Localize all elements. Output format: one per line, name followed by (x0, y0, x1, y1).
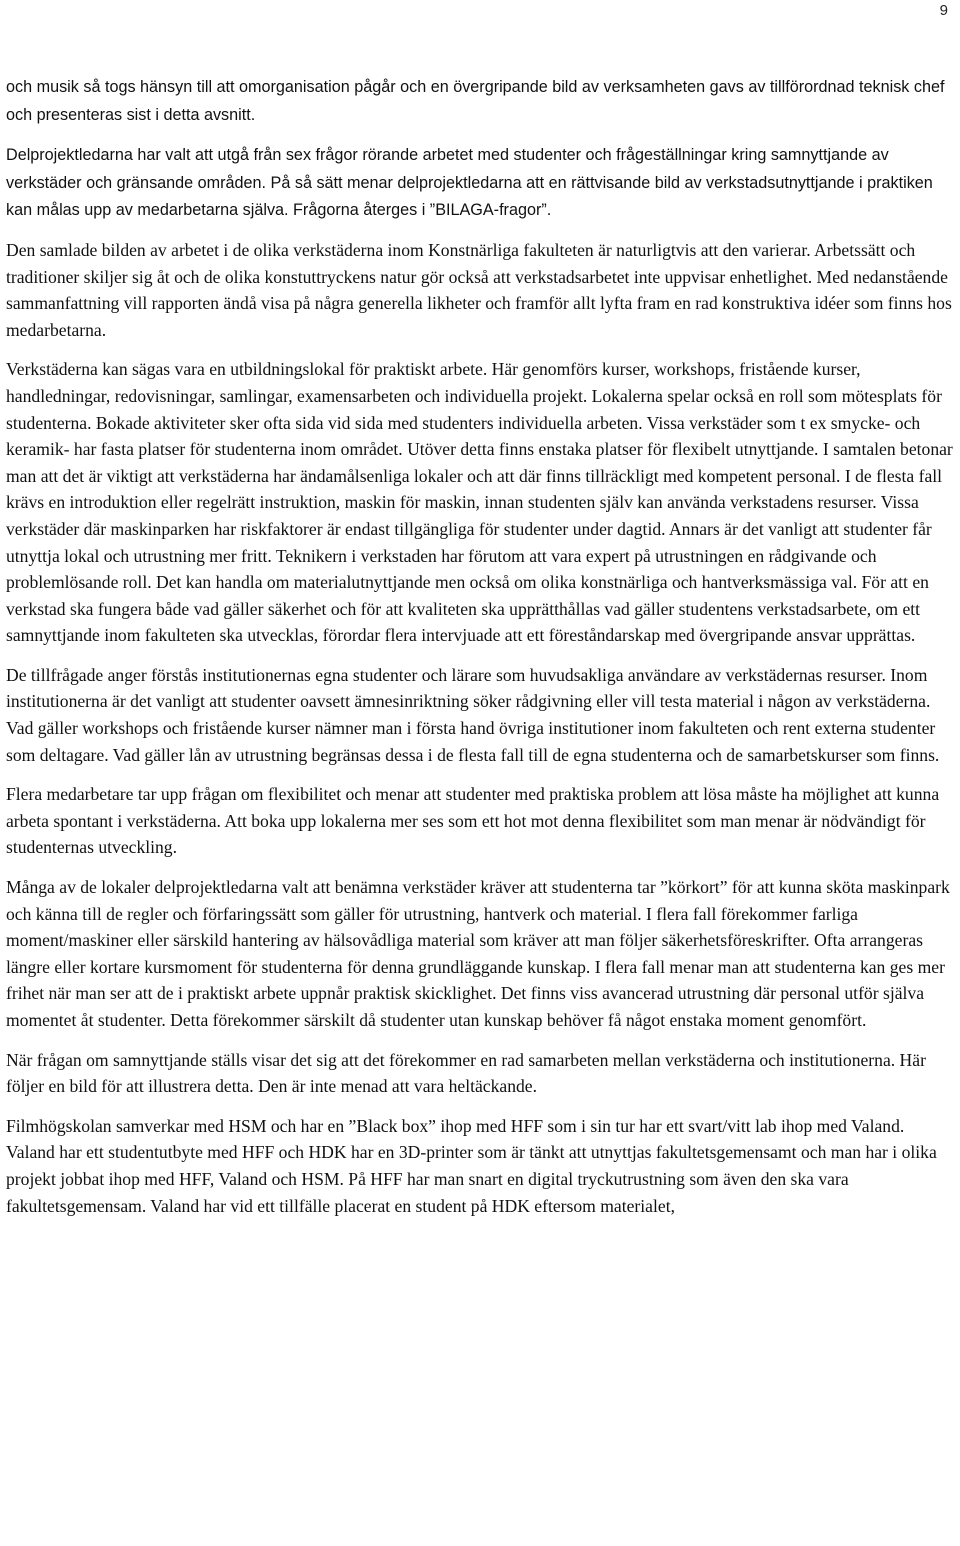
paragraph (6, 1047, 954, 1100)
paragraph-text: Flera medarbetare tar upp frågan om flexibilitet och menar att studenter med praktiska problem att lösa måste ha möjlighet att kunna arbeta spontant i verkstäderna. Att boka upp lokalerna mer ses som ett hot mot denna flexibilitet som man menar är nödvändigt för studenternas utveckling. (6, 784, 940, 858)
paragraph (6, 237, 954, 343)
paragraph (6, 781, 954, 861)
paragraph-text: Arbetssätt och traditioner skiljer sig åt och de olika konstuttryckens natur gör också att verkstadsarbetet inte uppvisar enhetlighet. Med nedanstående sammanfattning vill rapporten ändå visa på några generella likheter och framför allt lyfta fram en rad konstruktiva idéer som finns hos medarbetarna. (6, 239, 952, 340)
document-body (6, 73, 954, 1232)
paragraph (6, 874, 954, 1034)
paragraph-text: De tillfrågade anger förstås institutionernas egna studenter och lärare som huvudsakliga användare av verkstädernas resurser. Inom institutionerna är det vanligt att studenter oavsett ämnesinriktning söker rådgivning eller vill testa material i någon av verkstäderna. Vad gäller workshops och fristående kurser nämner man i första hand övriga institutioner inom fakulteten och rent externa studenter som deltagare. Vad gäller lån av utrustning begränsas dessa i de flesta fall till de egna studenterna och de samarbetskurser som finns. (6, 664, 940, 765)
paragraph-text: och musik så togs hänsyn till att omorganisation pågår och en övergripande bild av verksamheten gavs av tillförordnad teknisk chef och presenteras sist i detta avsnitt. (6, 78, 945, 124)
paragraph-text: Många av de lokaler delprojektledarna valt att benämna verkstäder kräver att studenterna tar ”körkort” för att kunna sköta maskinpark och känna till de regler och förfaringssätt som gäller för utrustning, hantverk och material. I flera fall förekommer farliga moment/maskiner eller särskild hantering av hälsovådliga material som kräver att man följer säkerhetsföreskrifter. Ofta arrangeras längre eller kortare kursmoment för studenterna för denna grundläggande kunskap. I flera fall menar man att studenterna kan ges mer frihet när man ser att de i praktiskt arbete uppnår praktisk skicklighet. Det finns viss avancerad utrustning där personal utför själva momentet åt studenter. Detta förekommer särskilt då studenter utan kunskap behöver få något enstaka moment genomfört. (6, 877, 950, 1030)
paragraph (6, 1113, 954, 1219)
paragraph-text: Den samlade bilden av arbetet i de olika verkstäderna inom Konstnärliga fakulteten är naturligtvis att den varierar. (6, 239, 815, 260)
paragraph-text: Filmhögskolan samverkar med HSM och har en ”Black box” ihop med HFF som i sin tur har ett svart/vitt lab ihop med Valand. Valand har ett studentutbyte med HFF och HDK har en 3D-printer som är tänkt att utnyttjas fakultetsgemensamt och man har i olika projekt jobbat ihop med HFF, Valand och HSM. På HFF har man snart en digital tryckutrustning som även den ska vara fakultetsgemensam. Valand har vid ett tillfälle placerat en student på HDK eftersom materialet, (6, 1115, 937, 1216)
paragraph (6, 73, 954, 128)
paragraph (6, 141, 954, 224)
paragraph (6, 356, 954, 649)
paragraph-text: Verkstäderna kan sägas vara en utbildningslokal för praktiskt arbete. Här genomförs kurser, workshops, fristående kurser, handledningar, redovisningar, samlingar, examensarbeten och individuella projekt. Lokalerna spelar också en roll som mötesplats för studenterna. Bokade aktiviteter sker ofta sida vid sida med studenters individuella arbeten. Vissa verkstäder som t ex smycke- och keramik- har fasta platser för studenterna inom området. Utöver detta finns enstaka platser för flexibelt utnyttjande. I samtalen betonar man att det är viktigt att verkstäderna har ändamålsenliga lokaler och att där finns tillräckligt med kompetent personal. I de flesta fall krävs en introduktion eller regelrätt instruktion, maskin för maskin, innan studenten själv kan använda verkstadens resurser. Vissa verkstäder där maskinparken har riskfaktorer är endast tillgängliga för studenter under dagtid. Annars är det vanligt att studenter får utnyttja lokal och utrustning mer fritt. Teknikern i verkstaden har förutom att vara expert på utrustningen en rådgivande och problemlösande roll. Det kan handla om materialutnyttjande men också om olika konstnärliga och hantverksmässiga val. För att en verkstad ska fungera både vad gäller säkerhet och för att kvaliteten ska upprätthållas vad gäller studentens verkstadsarbete, om ett samnyttjande inom fakulteten ska utvecklas, förordar flera intervjuade att ett föreståndarskap med övergripande ansvar upprättas. (6, 359, 953, 646)
paragraph (6, 662, 954, 768)
page-number: 9 (939, 2, 948, 19)
paragraph-text: Delprojektledarna har valt att utgå från sex frågor rörande arbetet med studenter och frågeställningar kring samnyttjande av verkstäder och gränsande områden. På så sätt menar delprojektledarna att en rättvisande bild av verkstadsutnyttjande i praktiken kan målas upp av medarbetarna själva. Frågorna återges i ”BILAGA-fragor”. (6, 146, 933, 220)
paragraph-text: När frågan om samnyttjande ställs visar det sig att det förekommer en rad samarbeten mellan verkstäderna och institutionerna. Här följer en bild för att illustrera detta. Den är inte menad att vara heltäckande. (6, 1049, 926, 1097)
